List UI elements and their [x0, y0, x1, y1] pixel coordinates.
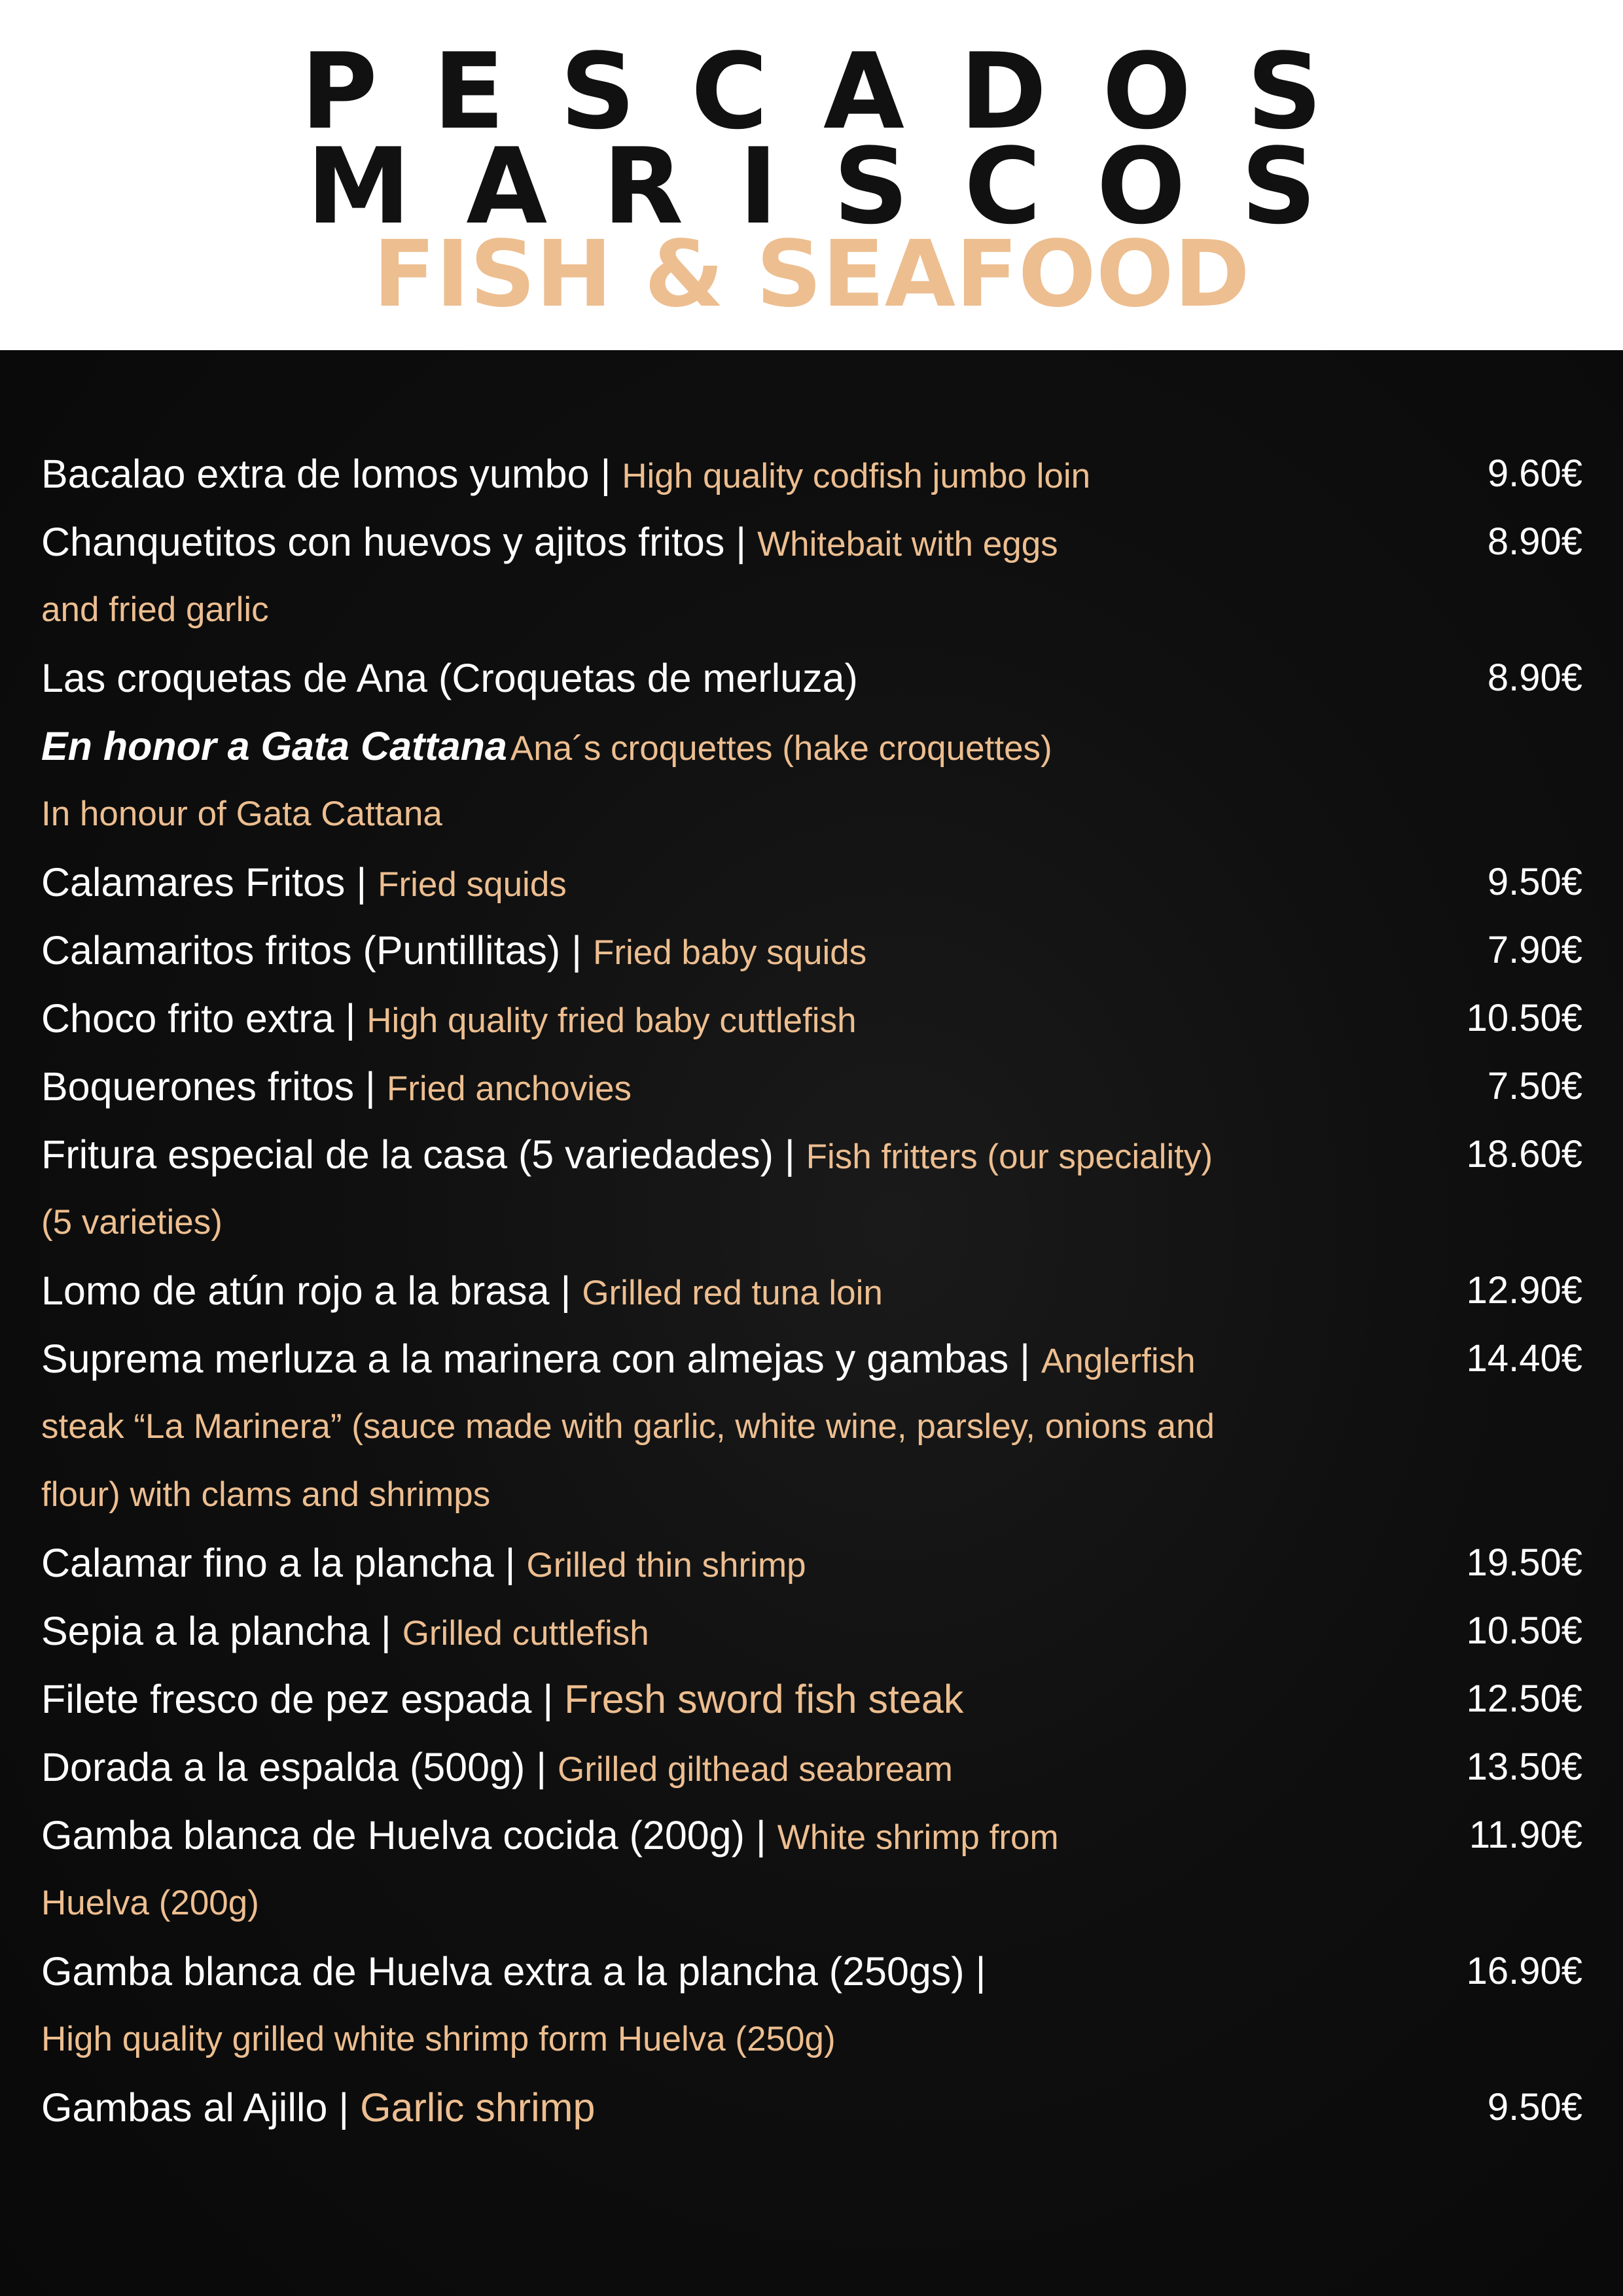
item-name-en-cont: flour) with clams and shrimps: [41, 1475, 491, 1514]
item-name-en: Ana´s croquettes (hake croquettes): [510, 729, 1052, 768]
menu-item-continuation: [41, 2005, 1582, 2073]
item-name-en: Grilled thin shrimp: [526, 1546, 806, 1585]
item-name-es: Sepia a la plancha |: [41, 1609, 402, 1653]
item-name-es: Gamba blanca de Huelva extra a la plancha (250gs) |: [41, 1949, 986, 1994]
menu-item-continuation: [41, 576, 1582, 644]
item-name-en-cont: (5 varieties): [41, 1203, 223, 1242]
item-name-es: Gambas al Ajillo |: [41, 2085, 361, 2130]
menu-item: [41, 1121, 1582, 1189]
menu-item: [41, 1325, 1582, 1393]
menu-item-continuation: [41, 1189, 1582, 1257]
item-name-es: Lomo de atún rojo a la brasa |: [41, 1268, 582, 1313]
menu-list: [41, 440, 1582, 2142]
menu-item: [41, 440, 1582, 508]
item-name-es: Choco frito extra |: [41, 996, 367, 1041]
menu-item: [41, 1052, 1582, 1121]
item-name-es: Filete fresco de pez espada |: [41, 1677, 565, 1721]
menu-item: [41, 1597, 1582, 1665]
menu-item: [41, 984, 1582, 1052]
menu-item: [41, 1665, 1582, 1733]
item-price: 11.90€: [1469, 1814, 1582, 1856]
item-name-en: Fresh sword fish steak: [564, 1677, 964, 1721]
item-name-en: High quality codfish jumbo loin: [622, 457, 1091, 495]
menu-item-continuation: [41, 1869, 1582, 1937]
item-name-es: Suprema merluza a la marinera con almejas y gambas |: [41, 1336, 1041, 1381]
menu-item: [41, 644, 1582, 712]
item-name-es: Boquerones fritos |: [41, 1064, 387, 1109]
item-price: 14.40€: [1466, 1337, 1582, 1380]
item-name-en-cont: and fried garlic: [41, 590, 269, 629]
menu-item: [41, 508, 1582, 576]
item-price: 7.90€: [1487, 929, 1582, 971]
item-name-en: White shrimp from: [777, 1818, 1059, 1857]
item-name-es: Chanquetitos con huevos y ajitos fritos |: [41, 520, 758, 564]
menu-header: [0, 0, 1623, 350]
item-name-es: Bacalao extra de lomos yumbo |: [41, 452, 622, 496]
item-name-es: Las croquetas de Ana (Croquetas de merluza): [41, 656, 858, 700]
item-price: 19.50€: [1466, 1541, 1582, 1584]
item-name-en: Whitebait with eggs: [757, 525, 1058, 564]
item-name-es: Dorada a la espalda (500g) |: [41, 1745, 558, 1789]
item-name-en: Grilled cuttlefish: [402, 1614, 649, 1653]
item-dedication: En honor a Gata Cattana: [41, 724, 507, 768]
item-price: 10.50€: [1466, 997, 1582, 1039]
item-name-en: High quality fried baby cuttlefish: [366, 1001, 857, 1040]
item-name-en-cont: steak “La Marinera” (sauce made with garlic, white wine, parsley, onions and: [41, 1407, 1215, 1446]
item-name-en: Fried squids: [378, 865, 567, 904]
menu-item-continuation: [41, 1393, 1582, 1461]
item-price: 9.60€: [1487, 452, 1582, 495]
item-name-en: Anglerfish: [1041, 1342, 1196, 1380]
item-price: 16.90€: [1466, 1950, 1582, 1992]
menu-item: [41, 1937, 1582, 2005]
item-name-en: Fried anchovies: [386, 1069, 632, 1108]
menu-item-continuation: [41, 780, 1582, 848]
menu-item: [41, 848, 1582, 916]
item-price: 10.50€: [1466, 1609, 1582, 1652]
item-name-en-cont: In honour of Gata Cattana: [41, 795, 442, 833]
item-price: 9.50€: [1487, 2086, 1582, 2128]
item-name-es: Fritura especial de la casa (5 variedades) |: [41, 1132, 806, 1177]
item-name-en-cont: Huelva (200g): [41, 1884, 259, 1922]
menu-item: [41, 916, 1582, 984]
item-price: 12.90€: [1466, 1269, 1582, 1312]
item-price: 13.50€: [1466, 1746, 1582, 1788]
menu-item: [41, 2073, 1582, 2142]
item-price: 18.60€: [1466, 1133, 1582, 1175]
menu-item-continuation: [41, 1461, 1582, 1529]
item-name-en-cont: High quality grilled white shrimp form Huelva (250g): [41, 2020, 836, 2058]
item-name-en: Fried baby squids: [592, 933, 867, 972]
item-name-en: Garlic shrimp: [360, 2085, 596, 2130]
title-mariscos: MARISCOS: [306, 125, 1372, 247]
menu-item: [41, 1801, 1582, 1869]
item-price: 12.50€: [1466, 1677, 1582, 1720]
item-name-en: Grilled gilthead seabream: [558, 1750, 953, 1789]
menu-item-continuation: [41, 712, 1582, 780]
subtitle-fish-seafood: FISH & SEAFOOD: [373, 221, 1250, 328]
item-name-es: Calamares Fritos |: [41, 860, 378, 905]
title-pescados: PESCADOS: [300, 30, 1378, 152]
item-name-en: Fish fritters (our speciality): [806, 1138, 1213, 1176]
item-name-es: Calamar fino a la plancha |: [41, 1541, 527, 1585]
item-name-en: Grilled red tuna loin: [582, 1274, 883, 1312]
item-price: 7.50€: [1487, 1065, 1582, 1107]
item-name-es: Gamba blanca de Huelva cocida (200g) |: [41, 1813, 777, 1857]
item-name-es: Calamaritos fritos (Puntillitas) |: [41, 928, 593, 973]
item-price: 8.90€: [1487, 656, 1582, 699]
menu-item: [41, 1529, 1582, 1597]
menu-item: [41, 1257, 1582, 1325]
menu-item: [41, 1733, 1582, 1801]
item-price: 9.50€: [1487, 861, 1582, 903]
item-price: 8.90€: [1487, 520, 1582, 563]
